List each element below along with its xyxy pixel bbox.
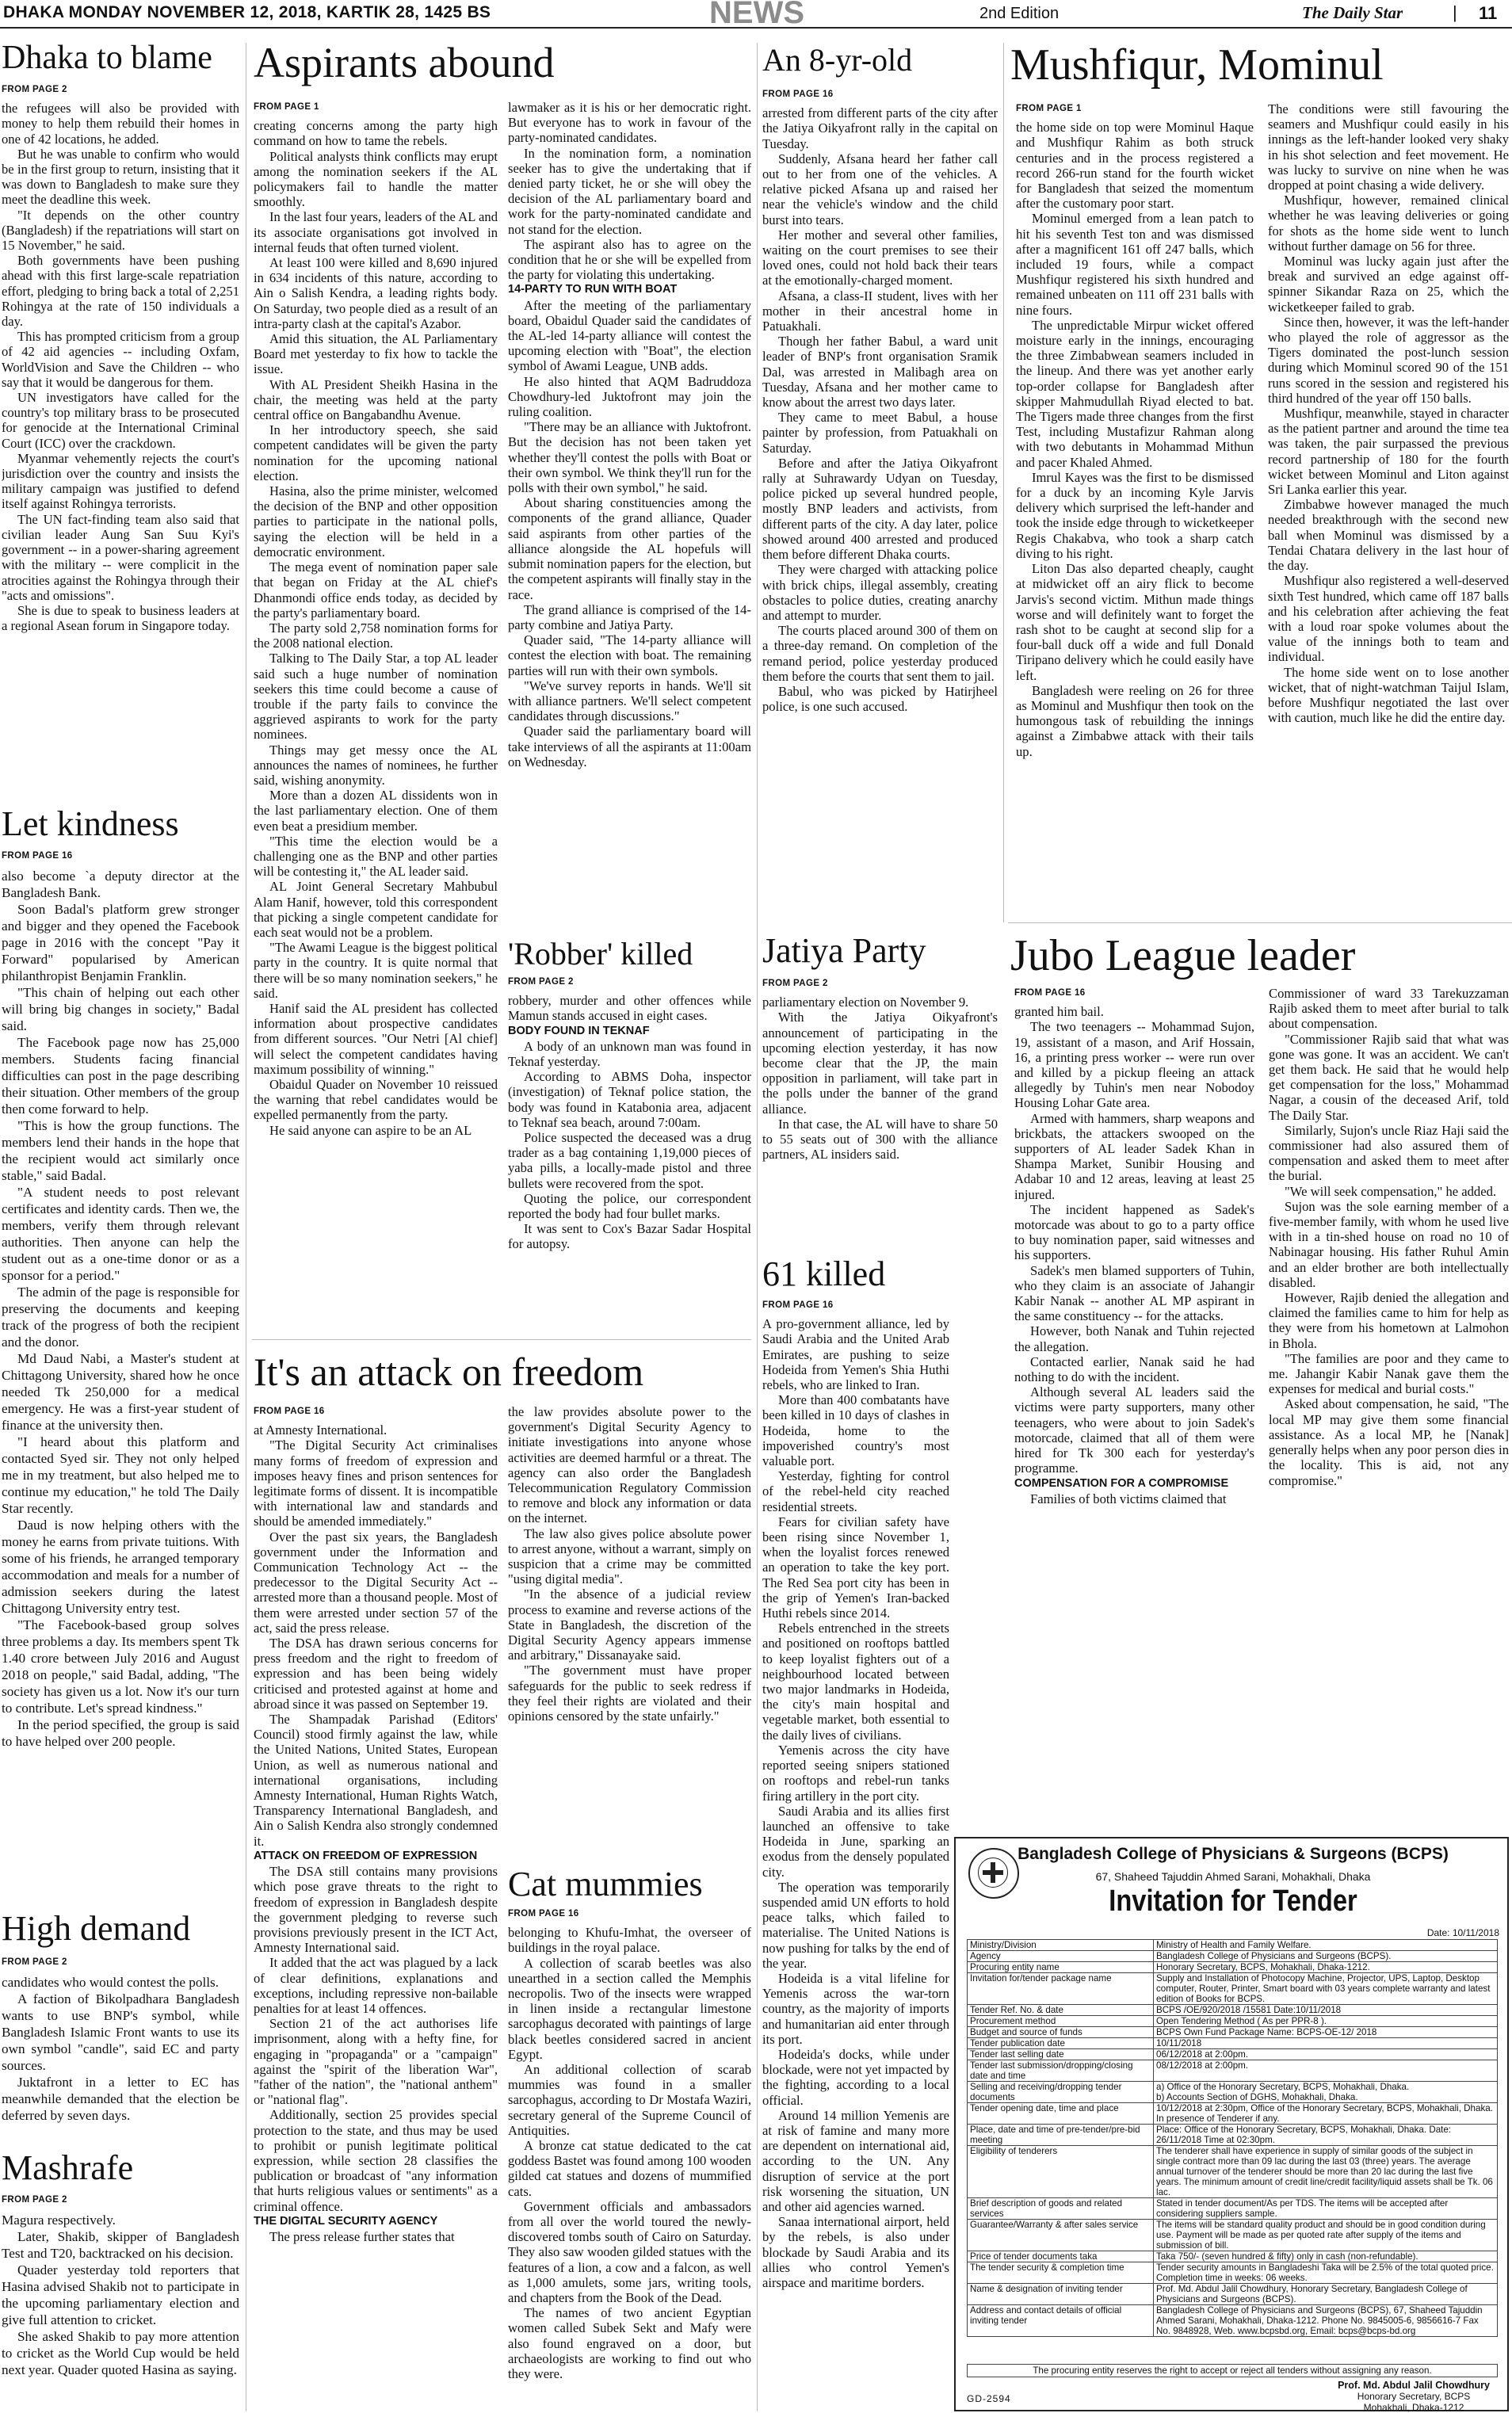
article-paragraph: An additional collection of scarab mummies was found in a smaller sarcophagus, according to Dr Mostafa Waziri, secretary general of the Supreme Council of Antiquities. <box>508 2062 751 2138</box>
tender-date: Date: 10/11/2018 <box>1426 1927 1499 1938</box>
tender-row <box>968 2146 1498 2198</box>
article-body <box>762 105 998 714</box>
article-body <box>254 2229 498 2244</box>
article-body <box>2 1974 239 2124</box>
tender-row <box>968 2125 1498 2146</box>
article-body <box>508 993 751 1023</box>
article-paragraph: "I heard about this platform and contacted Syed sir. They not only helped me in my treatment, but also helped me to continue my education," he told The Daily Star recently. <box>2 1434 239 1516</box>
headline-jubo: Jubo League leader <box>1010 931 1356 980</box>
article-mushfiqur-col1 <box>1016 101 1254 918</box>
tender-row <box>968 2060 1498 2082</box>
article-paragraph: According to ABMS Doha, inspector (investigation) of Teknaf police station, the body was found in Katabonia area, adjacent to Teknaf sea beach, around 7:00am. <box>508 1069 751 1130</box>
tender-row <box>968 2049 1498 2060</box>
headline-freedom: It's an attack on freedom <box>254 1350 644 1394</box>
article-jubo-col1 <box>1014 986 1254 1829</box>
article-paragraph: belonging to Khufu-Imhat, the overseer of buildings in the royal palace. <box>508 1925 751 1956</box>
article-paragraph: The home side went on to lose another wicket, that of night-watchman Taijul Islam, before Mushfiqur negotiated the last over with caution, much like he did the entire day. <box>1268 664 1509 726</box>
ad-code: GD-2594 <box>967 2393 1011 2404</box>
jump-label: FROM PAGE 1 <box>1016 104 1082 113</box>
article-paragraph: Mushfiqur also registered a well-deserved sixth Test hundred, which came off 187 balls and his celebration after achieving the feat with a loud roar spoke volumes about the value of the innings both to team and individual. <box>1268 573 1509 665</box>
article-paragraph: Mushfiqur, however, remained clinical whether he was leaving deliveries or going for shots as the home side went to lunch without further damage on 56 for three. <box>1268 193 1509 254</box>
article-paragraph: Amid this situation, the AL Parliamentary Board met yesterday to fix how to tackle the issue. <box>254 331 498 377</box>
article-jubo-col2 <box>1269 986 1509 1829</box>
jump-label: FROM PAGE 1 <box>254 102 319 112</box>
article-paragraph: Around 14 million Yemenis are at risk of famine and many more are dependent on international aid, according to the UN. Any disruption of service at the port risk worsening the situation, UN and other aid agencies warned. <box>762 2107 949 2214</box>
article-paragraph: Imrul Kayes was the first to be dismissed for a duck by an incoming Kyle Jarvis delivery which surprised the left-hander and took the inside edge through to wicketkeeper Regis Chakabva, who took a sharp catch diving to his right. <box>1016 469 1254 561</box>
article-paragraph: The conditions were still favouring the seamers and Mushfiqur could easily in his innings as the left-hander looked very shaky in his shot selection and feet movement. He was lucky to survive on nine when he was dropped at point chasing a wide delivery. <box>1268 101 1509 193</box>
tender-row <box>968 2284 1498 2305</box>
tender-row-value: Honorary Secretary, BCPS, Mohakhali, Dhaka-1212. <box>1154 1962 1498 1973</box>
article-paragraph: also become `a deputy director at the Bangladesh Bank. <box>2 869 239 900</box>
article-paragraph: However, both Nanak and Tuhin rejected the allegation. <box>1014 1323 1254 1354</box>
tender-row-value: a) Office of the Honorary Secretary, BCPS, Mohakhali, Dhaka. b) Accounts Section of DGHS, Mohakhali, Dhaka. <box>1154 2082 1498 2103</box>
article-paragraph: "It depends on the other country (Bangladesh) if the repatriations will start on 15 November," he said. <box>2 207 239 254</box>
jump-label: FROM PAGE 16 <box>1014 988 1086 998</box>
tender-row <box>968 1951 1498 1962</box>
article-paragraph: parliamentary election on November 9. <box>762 995 969 1010</box>
headline-mummies: Cat mummies <box>508 1865 703 1903</box>
issue-date: DHAKA MONDAY NOVEMBER 12, 2018, KARTIK 28, 1425 BS <box>3 3 491 21</box>
article-paragraph: She asked Shakib to pay more attention to cricket as the World Cup would be held next year. Quader quoted Hasina as saying. <box>2 2329 239 2377</box>
article-paragraph: "This chain of helping out each other will bring big changes in society," Badal said. <box>2 985 239 1033</box>
subhead: 14-PARTY TO RUN WITH BOAT <box>508 283 678 296</box>
tender-row-label: Selling and receiving/dropping tender documents <box>968 2082 1154 2103</box>
article-paragraph: Additionally, section 25 provides special protection to the state, and thus may be used to prohibit or punish legitimate political expression, while section 28 classifies the publication or broadcast of "any information that hurts religious values or sentiments" as a criminal offence. <box>254 2107 498 2214</box>
tender-row-value: The tenderer shall have experience in supply of similar goods of the subject in single contract more than 09 lac during the last 03 (three) years. The average annual turnover of the tenderer should be more than 20 lac during the last five years. The minimum amount of credit line/credit facility/liquid assets shall be Tk. 06 lac. <box>1154 2146 1498 2198</box>
article-body <box>508 298 751 769</box>
article-paragraph: Quader said, "The 14-party alliance will contest the election with boat. The remaining parties will run with their own symbols. <box>508 632 751 678</box>
article-paragraph: Hodeida is a vital lifeline for Yemenis across the war-torn country, as the majority of imports and humanitarian aid enter through its port. <box>762 1970 949 2047</box>
tender-table <box>967 1939 1498 2337</box>
headline-mashrafe: Mashrafe <box>2 2148 134 2187</box>
headline-demand: High demand <box>2 1909 191 1948</box>
tender-row-label: Address and contact details of official inviting tender <box>968 2305 1154 2337</box>
article-paragraph: He also hinted that AQM Badruddoza Chowdhury-led Juktofront may join the ruling coalition. <box>508 373 751 420</box>
article-paragraph: Talking to The Daily Star, a top AL leader said such a huge number of nomination seekers this time could become a cause of trouble if the party fails to convince the aggrieved aspirants to work for the party nominees. <box>254 651 498 743</box>
tender-advertisement <box>954 1837 1509 2411</box>
article-paragraph: Yesterday, fighting for control of the rebel-held city reached residential streets. <box>762 1468 949 1514</box>
article-paragraph: "The Digital Security Act criminalises many forms of freedom of expression and imposes heavy fines and prison sentences for legitimate forms of dissent. It is incompatible with international law and standards and should be amended immediately." <box>254 1437 498 1529</box>
signer-title: Honorary Secretary, BCPS <box>1357 2391 1471 2402</box>
article-paragraph: They came to meet Babul, a house painter by profession, from Patuakhali on Saturday. <box>762 410 998 456</box>
article-paragraph: "The government must have proper safeguards for the public to seek redress if they feel their rights are violated and their opinions censored by the state unfairly." <box>508 1663 751 1724</box>
article-demand <box>2 1954 239 2160</box>
article-paragraph: The Shampadak Parishad (Editors' Council) stood firmly against the law, while the United Nations, United States, European Union, as well as numerous national and international organisations, including Amnesty International, Human Rights Watch, Transparency International Bangladesh, and Ain o Salish Kendra also strongly condemned it. <box>254 1712 498 1849</box>
tender-row <box>968 2305 1498 2337</box>
article-paragraph: AL Joint General Secretary Mahbubul Alam Hanif, however, told this correspondent that picking a single competent candidate for each seat would not be a problem. <box>254 879 498 940</box>
article-paragraph: Md Daud Nabi, a Master's student at Chittagong University, shared how he once needed Tk 250,000 for a medical emergency. He was a first-year student of finance at the university then. <box>2 1351 239 1433</box>
article-paragraph: It added that the act was plagued by a lack of clear definitions, explanations and exceptions, including repressive non-bailable penalties for at least 14 offences. <box>254 1955 498 2016</box>
jump-label: FROM PAGE 2 <box>2 85 67 94</box>
article-paragraph: Sanaa international airport, held by the rebels, is also under blockade by Saudi Arabia and its allies who control Yemen's airspace and maritime borders. <box>762 2214 949 2290</box>
article-paragraph: The mega event of nomination paper sale that began on Friday at the AL chief's Dhanmondi office ends today, as decided by the party's parliamentary board. <box>254 559 498 620</box>
section-rule <box>252 1339 751 1340</box>
article-paragraph: Juktafront in a letter to EC has meanwhile demanded that the election be deferred by seven days. <box>2 2075 239 2123</box>
article-paragraph: Commissioner of ward 33 Tarekuzzaman Rajib asked them to meet after burial to talk about compensation. <box>1269 986 1509 1032</box>
article-paragraph: Saudi Arabia and its allies first launched an offensive to take Hodeida in June, sparking an exodus from the densely populated city. <box>762 1803 949 1880</box>
tender-row-label: Agency <box>968 1951 1154 1962</box>
article-body <box>2 101 239 633</box>
article-paragraph: Similarly, Sujon's uncle Riaz Haji said the commissioner had also assured them of compensation and asked them to meet after the burial. <box>1269 1122 1509 1184</box>
page-number: 11 <box>1479 3 1498 23</box>
tender-row-value: 10/11/2018 <box>1154 2038 1498 2049</box>
article-body <box>1016 120 1254 759</box>
article-paragraph: More than 400 combatants have been killed in 10 days of clashes in Hodeida, home to the impoverished country's most valuable port. <box>762 1392 949 1469</box>
article-paragraph: The UN fact-finding team also said that civilian leader Aung San Suu Kyi's government -- in a power-sharing agreement with the military -- were complicit in the atrocities against the Rohingya through their "acts and omissions". <box>2 511 239 603</box>
tender-row-label: Tender last submission/dropping/closing date and time <box>968 2060 1154 2082</box>
article-paragraph: A collection of scarab beetles was also unearthed in a section called the Memphis necropolis. Two of the insects were wrapped in linen inside a rectangular limestone sarcophagus decorated with paintings of large black beetles considered sacred in ancient Egypt. <box>508 1955 751 2062</box>
article-mashrafe <box>2 2192 239 2411</box>
article-paragraph: It was sent to Cox's Bazar Sadar Hospital for autopsy. <box>508 1221 751 1252</box>
article-paragraph: The incident happened as Sadek's motorcade was about to go to a party office to buy nomination paper, said witnesses and his supporters. <box>1014 1201 1254 1263</box>
article-paragraph: After the meeting of the parliamentary board, Obaidul Quader said the candidates of the AL-led 14-party alliance will contest the upcoming election with "Boat", the election symbol of Awami League, UNB adds. <box>508 297 751 374</box>
tender-row-label: Brief description of goods and related services <box>968 2198 1154 2220</box>
article-body <box>508 1925 751 2381</box>
article-paragraph: He said anyone can aspire to be an AL <box>269 1122 472 1138</box>
tender-row <box>968 1973 1498 2005</box>
tender-signature <box>1338 2380 1490 2413</box>
article-paragraph: the law provides absolute power to the government's Digital Security Agency to initiate investigations into anyone whose activities are deemed harmful or a threat. The agency can also order the Bangladesh Telecommunication Regulatory Commission to remove and block any information or data on the internet. <box>508 1404 751 1526</box>
article-paragraph: Sadek's men blamed supporters of Tuhin, who they claim is an associate of Jahangir Kabir Nanak -- another AL MP aspirant in the same constituency -- for the attacks. <box>1014 1262 1254 1324</box>
article-paragraph: Mominul emerged from a lean patch to hit his seventh Test ton and was dismissed after a magnificent 161 off 247 balls, which included 19 fours, while a compact Mushfiqur registered his sixth hundred and remained unbeaten on 111 off 231 balls with nine fours. <box>1016 211 1254 318</box>
article-paragraph: Quoting the police, our correspondent reported the body had four bullet marks. <box>508 1190 751 1222</box>
article-dhaka <box>2 82 239 788</box>
tender-row <box>968 2082 1498 2103</box>
article-paragraph: In the period specified, the group is said to have helped over 200 people. <box>2 1717 239 1749</box>
article-paragraph: Myanmar vehemently rejects the court's jurisdiction over the country and insists the military campaign was justified to defend itself against Rohingya terrorists. <box>2 450 239 512</box>
tender-row-label: Tender last selling date <box>968 2049 1154 2060</box>
article-paragraph: Sujon was the sole earning member of a five-member family, with whom he used live with in a tin-shed house on road no 10 of Nabinagar housing. His father Ruhul Amin and an elder brother are both intellectually disabled. <box>1269 1198 1509 1290</box>
article-paragraph: "Commissioner Rajib said that what was gone was gone. It was an accident. We can't get them back. He said that he would help get compensation for the loss," Mohammad Nagar, a cousin of the deceased Arif, told The Daily Star. <box>1269 1031 1509 1123</box>
article-body <box>254 1864 498 2214</box>
article-paragraph: Police suspected the deceased was a drug trader as a bag containing 1,19,000 pieces of yaba pills, a locally-made pistol and three bullets were recovered from the spot. <box>508 1130 751 1191</box>
subhead: COMPENSATION FOR A COMPROMISE <box>1014 1476 1229 1490</box>
article-paragraph: Asked about compensation, he said, "The local MP may give them some financial assistance. As a local MP, he [Nanak] generally helps when any poor person dies in the locality. This is aid, not any compromise." <box>1269 1396 1509 1488</box>
tender-row-value: 08/12/2018 at 2:00pm. <box>1154 2060 1498 2082</box>
section-name: NEWS <box>709 0 804 30</box>
article-paragraph: Yemenis across the city have reported seeing snipers stationed on rooftops and rebel-run tanks firing artillery in the port city. <box>762 1742 949 1804</box>
tender-row <box>968 2016 1498 2027</box>
tender-row-label: Tender Ref. No. & date <box>968 2005 1154 2016</box>
article-paragraph: "We will seek compensation," he added. <box>1285 1183 1497 1199</box>
subhead: ATTACK ON FREEDOM OF EXPRESSION <box>254 1849 478 1862</box>
article-body <box>762 1316 949 2290</box>
article-body <box>508 1039 751 1252</box>
article-body <box>254 1422 498 1849</box>
article-paragraph: However, Rajib denied the allegation and claimed the families came to him for help as they were from his hometown at Lalmohon in Bhola. <box>1269 1290 1509 1351</box>
tender-row-value: Ministry of Health and Family Welfare. <box>1154 1940 1498 1951</box>
tender-row-value: Place: Office of the Honorary Secretary, BCPS, Mohakhali, Dhaka. Date: 26/11/2018 Time at 02:30pm. <box>1154 2125 1498 2146</box>
tender-row-label: Invitation for/tender package name <box>968 1973 1154 2005</box>
article-body <box>1014 1491 1254 1506</box>
article-paragraph: Fears for civilian safety have been rising since November 1, when the loyalist forces renewed an operation to take the key port. The Red Sea port city has been in the grip of Yemen's Iran-backed Huthi rebels since 2014. <box>762 1514 949 1621</box>
article-paragraph: The party sold 2,758 nomination forms for the 2008 national election. <box>254 620 498 651</box>
article-paragraph: Hodeida's docks, while under blockade, were not yet impacted by the fighting, according to a local official. <box>762 2046 949 2108</box>
article-paragraph: arrested from different parts of the city after the Jatiya Oikyafront rally in the capital on Tuesday. <box>762 105 998 151</box>
article-paragraph: Things may get messy once the AL announces the names of nominees, he further said, wishing anonymity. <box>254 742 498 788</box>
article-paragraph: Hanif said the AL president has collected information about prospective candidates from different sources. "Our Netri [Al chief] will select the competent candidates having maximum possibility of winning." <box>254 1000 498 1077</box>
article-paragraph: Though her father Babul, a ward unit leader of BNP's front organisation Sramik Dal, was arrested in Malibagh area on Tuesday, Afsana and her mother came to know about the arrest two days later. <box>762 334 998 410</box>
article-body <box>2 868 239 1750</box>
article-mummies <box>508 1907 751 2411</box>
article-freedom-col2 <box>508 1404 751 1868</box>
article-paragraph: "The Awami League is the biggest political party in the country. It is quite normal that there will be so many nomination seekers," he said. <box>254 940 498 1001</box>
tender-row-value: The items will be standard quality product and should be in good condition during use. Payment will be made as per quoted rate after supply of the items and submission of bill. <box>1154 2220 1498 2251</box>
tender-row <box>968 1962 1498 1973</box>
article-paragraph: In the nomination form, a nomination seeker has to give the undertaking that if denied party ticket, he or she will obey the decision of the AL parliamentary board and work for the party-nominated candidate and not stand for the election. <box>508 145 751 237</box>
article-paragraph: the refugees will also be provided with money to help them rebuild their homes in one of 42 locations, he added. <box>2 101 239 147</box>
article-paragraph: The DSA still contains many provisions which pose grave threats to the right to freedom of expression in Bangladesh despite the government pledging to reverse such provisions previously present in the ICT Act, Amnesty International said. <box>254 1864 498 1956</box>
article-body <box>2 2212 239 2378</box>
article-body <box>254 118 498 1138</box>
article-paragraph: More than a dozen AL dissidents won in the last parliamentary election. One of them even beat a presidium member. <box>254 788 498 834</box>
tender-row-value: 06/12/2018 at 2:00pm. <box>1154 2049 1498 2060</box>
article-paragraph: creating concerns among the party high command on how to tame the rebels. <box>254 118 498 149</box>
article-paragraph: A bronze cat statue dedicated to the cat goddess Bastet was found among 100 wooden gilded cat statues and dozens of mummified cats. <box>508 2138 751 2199</box>
article-paragraph: At least 100 were killed and 8,690 injured in 634 incidents of this nature, according to Ain o Salish Kendra, a leading rights body. On Saturday, two people died as a result of an intra-party clash at the capital's Azabor. <box>254 255 498 331</box>
article-body <box>1268 101 1509 725</box>
tender-row <box>968 2198 1498 2220</box>
article-paragraph: Over the past six years, the Bangladesh government under the Information and Communication Technology Act -- the predecessor to the Digital Security Act -- arrested more than a thousand people. Most of them were arrested under section 57 of the act, said the press release. <box>254 1529 498 1636</box>
article-kindness <box>2 848 239 1902</box>
article-paragraph: Both governments have been pushing ahead with this first large-scale repatriation effort, pledging to bring back a total of 2,251 Rohingya at the rate of 150 individuals a day. <box>2 253 239 330</box>
jump-label: FROM PAGE 16 <box>508 1909 579 1919</box>
article-paragraph: The names of two ancient Egyptian women called Subek Sekt and Mafy were also found engraved on a door, but archaeologists are working to find out who they were. <box>508 2305 751 2382</box>
article-paragraph: "There may be an alliance with Juktofront. But the decision has not been taken yet whether they'll contest the polls with Boat or their own symbol. We think they'll run for the polls with their own symbol," he said. <box>508 419 751 496</box>
article-paragraph: Section 21 of the act authorises life imprisonment, along with a hefty fine, for engaging in "propaganda" or a "campaign" against the "spirit of the liberation War", "father of the nation", the "national anthem" or "national flag". <box>254 2016 498 2108</box>
article-paragraph: Zimbabwe however managed the much needed breakthrough with the second new ball when Mominul was dismissed by a Tendai Chatara delivery in the last hour of the day. <box>1268 497 1509 574</box>
article-paragraph: Mushfiqur, meanwhile, stayed in character as the patient partner and around the time tea was taken, the pair surpassed the previous record partnership of 180 for the fourth wicket between Mominul and Liton against Sri Lanka earlier this year. <box>1268 406 1509 498</box>
article-paragraph: The Facebook page now has 25,000 members. Students facing financial difficulties can post in the page describing their situation. Other members of the group then come forward to help. <box>2 1035 239 1117</box>
tender-row-label: Procuring entity name <box>968 1962 1154 1973</box>
section-rule <box>1008 922 1512 923</box>
article-paragraph: Soon Badal's platform grew stronger and bigger and they opened the Facebook page in 2016 with the concept "Pay it Forward" popularised by American philanthropist Benjamin Franklin. <box>2 902 239 983</box>
article-paragraph: But he was unable to confirm who would be in the first group to return, insisting that it was down to Bangladesh to make sure they meet the deadline this week. <box>2 146 239 208</box>
article-paragraph: Afsana, a class-II student, lives with her mother in their ancestral home in Patuakhali. <box>762 288 998 334</box>
article-paragraph: The law also gives police absolute power to arrest anyone, without a warrant, simply on suspicion that a crime may be committed "using digital media". <box>508 1525 751 1587</box>
article-paragraph: "This time the election would be a challenging one as the BNP and other parties will be contesting it," the AL leader said. <box>254 833 498 880</box>
tender-row-value: 10/12/2018 at 2:30pm, Office of the Honorary Secretary, BCPS, Mohakhali, Dhaka. In presence of Tenderer if any. <box>1154 2103 1498 2125</box>
article-paragraph: The grand alliance is comprised of the 14-party combine and Jatiya Party. <box>508 601 751 632</box>
article-paragraph: Liton Das also departed cheaply, caught at midwicket off an airy flick to become Jarvis's second victim. Mithun made things worse and will definitely want to forget the rash shot to be caught at second slip for a four-ball duck off a wide and full Donald Tiripano delivery which he could easily have left. <box>1016 561 1254 683</box>
column-rule <box>1003 43 1004 922</box>
tender-row <box>968 1940 1498 1951</box>
article-paragraph: Magura respectively. <box>2 2213 116 2228</box>
article-paragraph: granted him bail. <box>1014 1004 1104 1020</box>
tender-title: Invitation for Tender <box>1109 1884 1357 1918</box>
article-paragraph: lawmaker as it is his or her democratic right. But everyone has to work in favour of the party-nominated candidates. <box>508 100 751 146</box>
article-paragraph: About sharing constituencies among the components of the grand alliance, Quader said aspirants from other parties of the alliance alongside the AL hopefuls will submit nomination papers for the election, but the competent aspirants will finally stay in the race. <box>508 495 751 602</box>
article-paragraph: "In the absence of a judicial review process to examine and reverse actions of the State in Bangladesh, the discretion of the Digital Security Agency appears immense and arbitrary," Dissanayake said. <box>508 1586 751 1663</box>
article-paragraph: Before and after the Jatiya Oikyafront rally at Suhrawardy Udyan on Tuesday, police picked up several hundred people, mostly BNP leaders and activists, from different parts of the city. A day later, police showed around 400 arrested and produced them before different Dhaka courts. <box>762 455 998 563</box>
article-paragraph: The aspirant also has to agree on the condition that he or she will be expelled from the party for violating this undertaking. <box>508 236 751 283</box>
jump-label: FROM PAGE 16 <box>2 851 73 861</box>
tender-row <box>968 2251 1498 2262</box>
jump-label: FROM PAGE 2 <box>508 977 574 987</box>
article-aspirants-col1 <box>254 100 498 1324</box>
headline-jatiya: Jatiya Party <box>762 931 926 970</box>
article-paragraph: "The Facebook-based group solves three problems a day. Its members spent Tk 1.40 crore between July 2016 and August 2018 on people," said Badal, adding, "The society has given us a lot. Now it's our turn to contribute. Let's spread kindness." <box>2 1617 239 1716</box>
article-paragraph: A pro-government alliance, led by Saudi Arabia and the United Arab Emirates, are pushing to seize Hodeida from Yemen's Shia Huthi rebels, who are linked to Iran. <box>762 1316 949 1393</box>
tender-row-label: Place, date and time of pre-tender/pre-bid meeting <box>968 2125 1154 2146</box>
article-paragraph: Families of both victims claimed that <box>1030 1491 1227 1506</box>
tender-row-label: Budget and source of funds <box>968 2027 1154 2038</box>
article-paragraph: Babul, who was picked by Hatirjheel police, is one such accused. <box>762 683 998 715</box>
tender-organisation: Bangladesh College of Physicians & Surgeons (BCPS) <box>1018 1845 1449 1863</box>
article-paragraph: Obaidul Quader on November 10 reissued the warning that rebel candidates would be expelled permanently from the party. <box>254 1077 498 1123</box>
article-paragraph: candidates who would contest the polls. <box>2 1975 219 1990</box>
article-paragraph: The operation was temporarily suspended amid UN efforts to hold peace talks, which failed to materialise. The United Nations is now pushing for talks by the end of the year. <box>762 1879 949 1971</box>
jump-label: FROM PAGE 2 <box>2 2195 67 2205</box>
article-paragraph: the home side on top were Mominul Haque and Mushfiqur Rahim as both struck centuries and in the process registered a record 266-run stand for the fourth wicket for Bangladesh that seized the momentum after the customary poor start. <box>1016 120 1254 212</box>
jump-label: FROM PAGE 16 <box>762 1300 834 1310</box>
tender-row-label: Price of tender documents taka <box>968 2251 1154 2262</box>
tender-row <box>968 2220 1498 2251</box>
tender-row-label: Ministry/Division <box>968 1940 1154 1951</box>
tender-row-value: Tender security amounts in Bangladeshi Taka will be 2.5% of the total quoted price. Completion time in weeks: 06 weeks. <box>1154 2262 1498 2284</box>
jump-label: FROM PAGE 16 <box>254 1407 325 1416</box>
tender-row-value: Supply and Installation of Photocopy Machine, Projector, UPS, Laptop, Desktop computer, Router, Printer, Smart board with 03 years complete warranty and latest edition of Books for BCPS. <box>1154 1973 1498 2005</box>
column-rule <box>757 43 758 2411</box>
article-paragraph: The DSA has drawn serious concerns for press freedom and the right to freedom of expression and has been being widely criticised and protested against at home and abroad since it was passed on September 19. <box>254 1636 498 1712</box>
tender-note: The procuring entity reserves the right to accept or reject all tenders without assigning any reason. <box>967 2364 1498 2377</box>
article-paragraph: at Amnesty International. <box>254 1422 388 1438</box>
headline-robber: 'Robber' killed <box>508 936 693 972</box>
article-paragraph: "A student needs to post relevant certificates and identity cards. Then we, the members, verify them through relevant authorities. Then anyone can help the student out as a one-time donor or as a sponsor for a period." <box>2 1185 239 1283</box>
article-body <box>508 100 751 282</box>
tender-row-label: The tender security & completion time <box>968 2262 1154 2284</box>
masthead <box>0 0 1512 29</box>
article-paragraph: The two teenagers -- Mohammad Sujon, 19, assistant of a mason, and Arif Hossain, 16, a printing press worker -- were run over and killed by a pickup fleeing an attack allegedly by Tuhin's men near Nobodoy Housing Lohar Gate area. <box>1014 1019 1254 1111</box>
article-paragraph: The unpredictable Mirpur wicket offered moisture early in the innings, encouraging the three Zimbabwean seamers included in the lineup. And there was yet another early top-order collapse for Bangladesh after skipper Mahmudullah Riyad elected to bat. The Tigers made three changes from the first Test, including Mustafizur Rahman along with two debutants in Mohammad Mithun and pacer Khaled Ahmed. <box>1016 317 1254 470</box>
article-paragraph: In that case, the AL will have to share 50 to 55 seats out of 300 with the alliance partners, AL insiders said. <box>762 1116 998 1163</box>
article-body <box>762 995 998 1162</box>
article-paragraph: With AL President Sheikh Hasina in the chair, the meeting was held at the party central office on Bangabandhu Avenue. <box>254 376 498 423</box>
edition-label: 2nd Edition <box>979 5 1060 22</box>
article-paragraph: "The families are poor and they came to me. Jahangir Kabir Nanak gave them the expenses for medical and burial costs." <box>1269 1350 1509 1397</box>
tender-row-value: BCPS Own Fund Package Name: BCPS-OE-12/ 2018 <box>1154 2027 1498 2038</box>
paper-logo: The Daily Star <box>1302 3 1403 22</box>
headline-eightyr: An 8-yr-old <box>762 42 913 78</box>
article-paragraph: This has prompted criticism from a group of 42 aid agencies -- including Oxfam, WorldVision and Save the Children -- who say that it would be dangerous for them. <box>2 329 239 390</box>
tender-row-value: Open Tendering Method ( As per PPR-8 ). <box>1154 2016 1498 2027</box>
article-jatiya <box>762 976 998 1246</box>
article-paragraph: Contacted earlier, Nanak said he had nothing to do with the incident. <box>1014 1353 1254 1385</box>
article-paragraph: Quader yesterday told reporters that Hasina advised Shakib not to participate in the upcoming parliamentary election and give full attention to cricket. <box>2 2262 239 2327</box>
article-robber <box>508 975 751 1331</box>
signer-name: Prof. Md. Abdul Jalil Chowdhury <box>1338 2380 1490 2391</box>
tender-row-label: Name & designation of inviting tender <box>968 2284 1154 2305</box>
jump-label: FROM PAGE 16 <box>762 90 834 99</box>
article-paragraph: Hasina, also the prime minister, welcomed the decision of the BNP and other opposition parties to participate in the national polls, saying the election will be held in a democratic environment. <box>254 483 498 559</box>
tender-row-value: Taka 750/- (seven hundred & fifty) only in cash (non-refundable). <box>1154 2251 1498 2262</box>
headline-mushfiqur: Mushfiqur, Mominul <box>1010 40 1384 90</box>
separator: | <box>1453 2 1457 22</box>
signer-place: Mohakhali, Dhaka-1212 <box>1363 2402 1464 2413</box>
article-paragraph: "We've survey reports in hands. We'll sit with alliance partners. We'll select competent candidates through discussions." <box>508 678 751 724</box>
article-paragraph: In her introductory speech, she said competent candidates will be given the party nomination for the upcoming national election. <box>254 422 498 483</box>
article-paragraph: In the last four years, leaders of the AL and its associate organisations got involved in internal feuds that often turned violent. <box>254 209 498 255</box>
tender-row-label: Eligibility of tenderers <box>968 2146 1154 2198</box>
article-paragraph: robbery, murder and other offences while Mamun stands accused in eight cases. <box>508 993 751 1024</box>
article-paragraph: Suddenly, Afsana heard her father call out to her from one of the vehicles. A relative picked Afsana up and raised her near the vehicle's window and the child burst into tears. <box>762 151 998 227</box>
article-paragraph: Quader said the parliamentary board will take interviews of all the aspirants at 11:00am on Wednesday. <box>508 724 751 769</box>
headline-dhaka: Dhaka to blame <box>2 40 212 76</box>
article-body <box>508 1404 751 1724</box>
article-paragraph: Although several AL leaders said the victims were party supporters, many other teenagers, who were about to join Sadek's motorcade, claimed that all of them were hired for Tk 300 each for yesterday's programme. <box>1014 1384 1254 1476</box>
tender-row-value: Prof. Md. Abdul Jalil Chowdhury, Honorary Secretary, Bangladesh College of Physicians and Surgeons (BCPS). <box>1154 2284 1498 2305</box>
tender-address: 67, Shaheed Tajuddin Ahmed Sarani, Mohakhali, Dhaka <box>1095 1870 1371 1883</box>
subhead: THE DIGITAL SECURITY AGENCY <box>254 2214 438 2228</box>
article-paragraph: Political analysts think conflicts may erupt among the nomination seekers if the AL policymakers fail to handle the matter smoothly. <box>254 148 498 210</box>
article-body <box>1014 1004 1254 1476</box>
article-61-killed <box>762 1298 949 2411</box>
article-paragraph: Mominul was lucky again just after the break and survived an edge against off-spinner Sikandar Raza on 25, which the wicketkeeper failed to grab. <box>1268 254 1509 315</box>
tender-row-value: Bangladesh College of Physicians and Surgeons (BCPS). <box>1154 1951 1498 1962</box>
article-eightyr <box>762 87 998 923</box>
article-paragraph: She is due to speak to business leaders at a regional Asean forum in Singapore today. <box>2 602 239 634</box>
article-mushfiqur-col2 <box>1268 101 1509 918</box>
headline-kindness: Let kindness <box>2 804 179 843</box>
article-paragraph: A faction of Bikolpadhara Bangladesh wants to use BNP's symbol, while Bangladesh Islamic Front wants to use its own symbol "candle", said EC and party sources. <box>2 1991 239 2073</box>
article-paragraph: Later, Shakib, skipper of Bangladesh Test and T20, backtracked on his decision. <box>2 2229 239 2261</box>
article-paragraph: Since then, however, it was the left-hander who played the role of aggressor as the Tigers dominated the post-lunch session during which Mominul scored 90 of the 151 runs scored in the session and registered his third hundred of the year off 150 balls. <box>1268 314 1509 406</box>
article-aspirants-col2 <box>508 100 751 960</box>
article-paragraph: Rebels entrenched in the streets and positioned on rooftops battled to keep loyalist fighters out of a neighbourhood located between two major landmarks in Hodeida, the city's main hospital and vegetable market, both essential to the daily lives of civilians. <box>762 1621 949 1743</box>
tender-row-value: Bangladesh College of Physicians and Surgeons (BCPS), 67, Shaheed Tajuddin Ahmed Sarani, Mohakhali, Dhaka-1212. Phone No. 9845005-6, 9856616-7 Fax No. 9848928, Web. www.bcpsbd.org, Email: bcps@bcps-bd.org <box>1154 2305 1498 2337</box>
headline-aspirants: Aspirants abound <box>254 39 555 86</box>
article-paragraph: With the Jatiya Oikyafront's announcement of participating in the upcoming election yesterday, it has now become clear that the JP, the main opposition in parliament, will take part in the polls under the banner of the grand alliance. <box>762 1010 998 1117</box>
tender-row-label: Tender publication date <box>968 2038 1154 2049</box>
article-paragraph: Armed with hammers, sharp weapons and brickbats, the attackers swooped on the supporters of AL leader Sadek Khan in Shampa Market, Sunibir Housing and Adabar 10 and 12 areas, leaving at least 25 injured. <box>1014 1110 1254 1202</box>
article-paragraph: Daud is now helping others with the money he earns from private tuitions. With some of his friends, he arranged temporary accommodation and meals for a number of admission seekers during the latest Chittagong University entry test. <box>2 1518 239 1616</box>
tender-row <box>968 2027 1498 2038</box>
tender-row <box>968 2262 1498 2284</box>
jump-label: FROM PAGE 2 <box>762 979 828 988</box>
tender-row-label: Procurement method <box>968 2016 1154 2027</box>
tender-row <box>968 2103 1498 2125</box>
article-paragraph: "This is how the group functions. The members lend their hands in the hope that the recipient would act similarly once stable," said Badal. <box>2 1118 239 1183</box>
tender-row-label: Guarantee/Warranty & after sales service <box>968 2220 1154 2251</box>
article-paragraph: They were charged with attacking police with brick chips, illegal assembly, creating obstacles to police duties, creating anarchy and attempt to murder. <box>762 562 998 623</box>
article-body <box>1269 986 1509 1488</box>
article-paragraph: Her mother and several other families, waiting on the court premises to see their loved ones, could not hold back their tears at the emotionally-charged moment. <box>762 227 998 288</box>
headline-61-killed: 61 killed <box>762 1254 886 1293</box>
article-paragraph: A body of an unknown man was found in Teknaf yesterday. <box>508 1038 751 1070</box>
article-paragraph: UN investigators have called for the country's top military brass to be prosecuted for genocide at the International Criminal Court (ICC) over the crackdown. <box>2 390 239 451</box>
tender-row-label: Tender opening date, time and place <box>968 2103 1154 2125</box>
article-paragraph: The courts placed around 300 of them on a three-day remand. On completion of the remand period, police yesterday produced them before the courts that sent them to jail. <box>762 623 998 684</box>
subhead: BODY FOUND IN TEKNAF <box>508 1024 650 1037</box>
jump-label: FROM PAGE 2 <box>2 1957 67 1967</box>
tender-row-value: Stated in tender document/As per TDS. The items will be accepted after considering suppliers sample. <box>1154 2198 1498 2220</box>
article-paragraph: The press release further states that <box>269 2228 455 2244</box>
tender-row <box>968 2005 1498 2016</box>
article-paragraph: Bangladesh were reeling on 26 for three as Mominul and Mushfiqur then took on the humongous task of rebuilding the innings against a Zimbabwe attack with their tails up. <box>1016 682 1254 759</box>
tender-row <box>968 2038 1498 2049</box>
article-paragraph: The admin of the page is responsible for preserving the documents and keeping track of the progress of both the recipient and the donor. <box>2 1285 239 1350</box>
article-paragraph: Government officials and ambassadors from all over the world toured the newly-discovered tombs south of Cairo on Saturday. They also saw wooden gilded statues with the features of a lion, a cow and a falcon, as well as 1,000 amulets, some jars, writing tools, and chapters from the Book of the Dead. <box>508 2198 751 2306</box>
tender-row-value: BCPS /OE/920/2018 /15581 Date:10/11/2018 <box>1154 2005 1498 2016</box>
article-freedom-col1 <box>254 1404 498 2411</box>
